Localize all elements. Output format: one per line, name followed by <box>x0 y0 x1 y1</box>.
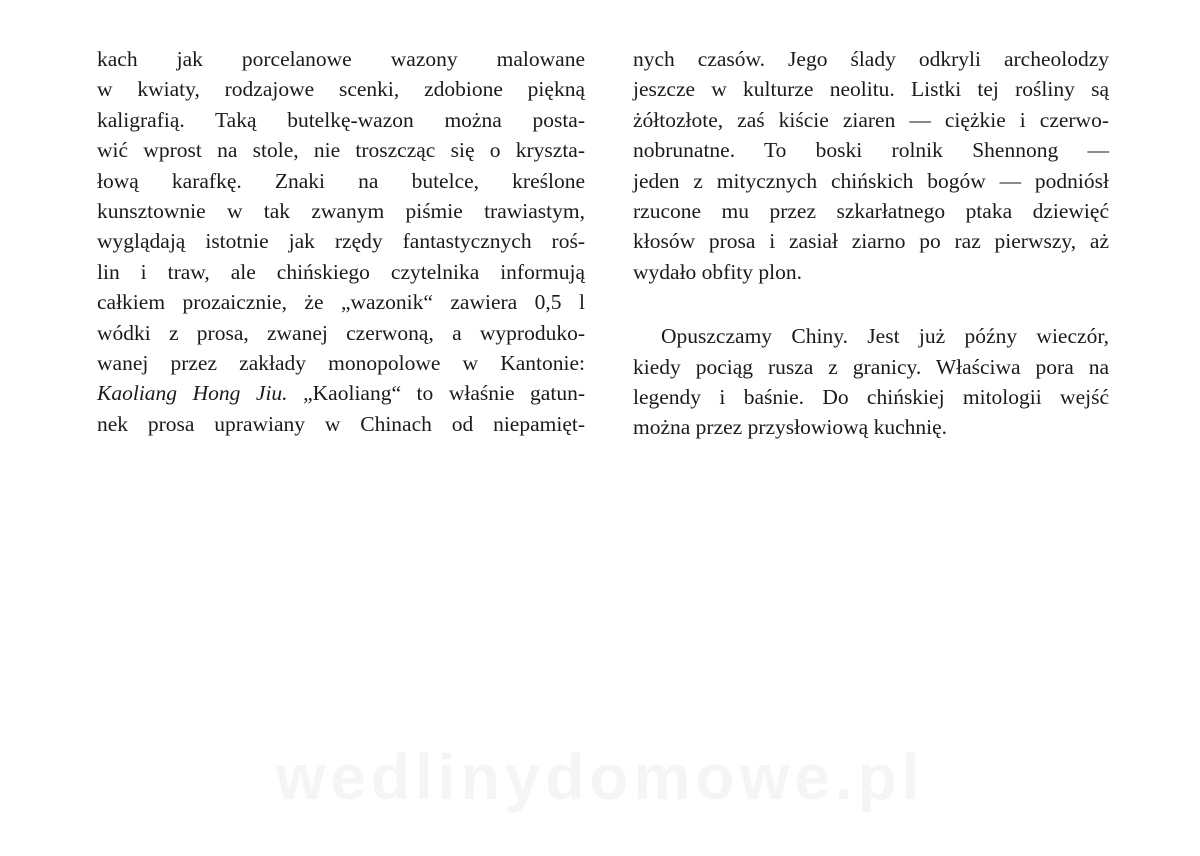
text-column-right <box>633 44 1109 443</box>
text-line: nek prosa uprawiany w Chinach od niepamięt- <box>97 411 585 436</box>
text-line: w kwiaty, rodzajowe scenki, zdobione piękną <box>97 77 585 102</box>
text-line: nych czasów. Jego ślady odkryli archeolodzy <box>633 47 1109 71</box>
text-line: kach jak porcelanowe wazony malowane <box>97 47 585 71</box>
text-line: całkiem prozaicznie, że „wazonik“ zawiera 0,5 l <box>97 290 585 315</box>
text-line: łową karafkę. Znaki na butelce, kreślone <box>97 168 585 193</box>
text-line: wanej przez zakłady monopolowe w Kantonie: <box>97 350 585 375</box>
text-line: jeden z mitycznych chińskich bogów — podniósł <box>633 168 1109 193</box>
text-line: kunsztownie w tak zwanym piśmie trawiastym, <box>97 198 585 223</box>
text-line: wódki z prosa, zwanej czerwoną, a wyproduko- <box>97 320 585 345</box>
text-line: legendy i baśnie. Do chińskiej mitologii wejść <box>633 384 1109 409</box>
text-line: kłosów prosa i zasiał ziarno po raz pierwszy, aż <box>633 229 1109 254</box>
text-line: żółtozłote, zaś kiście ziaren — ciężkie i czerwo- <box>633 107 1109 132</box>
text-line: rzucone mu przez szkarłatnego ptaka dziewięć <box>633 198 1109 223</box>
text-line: kaligrafią. Taką butelkę-wazon można posta- <box>97 107 585 132</box>
paragraph-shennong <box>633 44 1109 287</box>
text-line: można przez przysłowiową kuchnię. <box>633 415 948 440</box>
paragraph-leaving-china <box>633 321 1109 443</box>
text-line: kiedy pociąg rusza z granicy. Właściwa pora na <box>633 354 1109 379</box>
text-column-left <box>97 44 585 439</box>
italic-product-name: Kaoliang Hong Jiu. <box>97 381 288 406</box>
text-line: wić wprost na stole, nie troszcząc się o kryszta- <box>97 138 585 163</box>
text-line: wyglądają istotnie jak rzędy fantastycznych roś- <box>97 229 585 254</box>
text-line: jeszcze w kulturze neolitu. Listki tej rośliny są <box>633 77 1109 102</box>
text-line: wydało obfity plon. <box>633 259 802 284</box>
text-line: lin i traw, ale chińskiego czytelnika informują <box>97 259 585 284</box>
text-line: nobrunatne. To boski rolnik Shennong — <box>633 138 1109 163</box>
text-line: Opuszczamy Chiny. Jest już późny wieczór, <box>661 324 1109 349</box>
watermark: wedlinydomowe.pl <box>275 741 925 813</box>
text-line-with-italic <box>97 378 585 408</box>
paragraph-gap <box>633 287 1109 321</box>
text-line-rest: „Kaoliang“ to właśnie gatun- <box>287 381 585 406</box>
